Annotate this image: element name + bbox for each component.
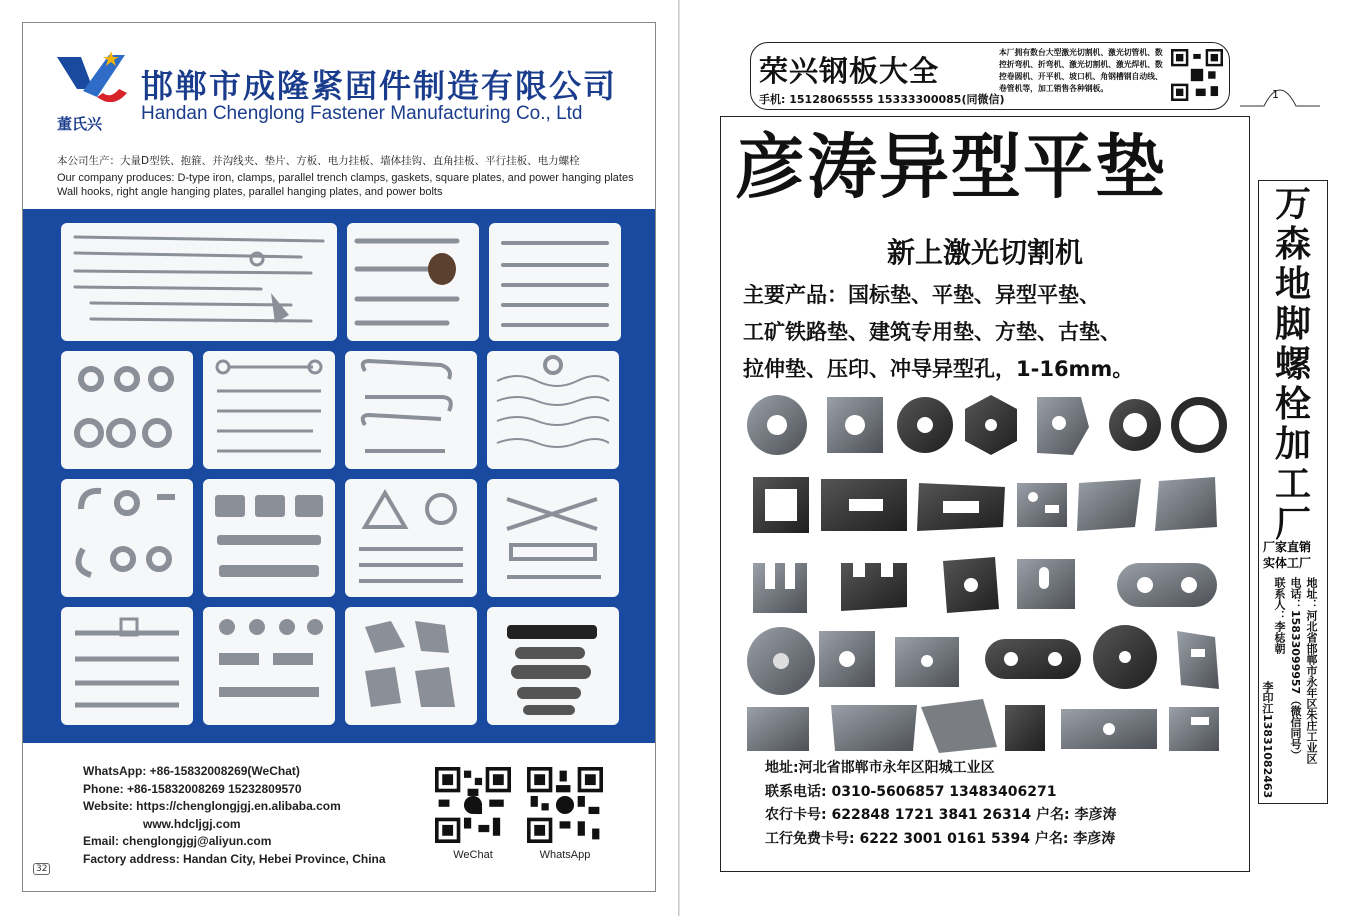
company-name-cn: 邯郸市成隆紧固件制造有限公司	[141, 67, 618, 105]
rongxing-title: 荣兴钢板大全	[759, 54, 940, 88]
product-photo-clamps	[203, 479, 335, 597]
product-photo-eye-bolts	[203, 351, 335, 469]
title-char: 工	[1274, 464, 1311, 505]
rongxing-phone: 手机: 15128065555 15333300085(同微信)	[759, 93, 1005, 106]
wechat-label: WeChat	[453, 849, 493, 861]
title-char: 地	[1274, 264, 1311, 305]
wechat-qr-icon	[435, 767, 511, 843]
product-photo-hooks	[345, 351, 477, 469]
title-char: 厂	[1274, 504, 1311, 545]
product-photo-insulator-pins	[347, 223, 479, 341]
email-line[interactable]: Email: chenglongjgj@aliyun.com	[83, 834, 272, 849]
product-photo-preformed-wire	[487, 351, 619, 469]
product-photo-bolts	[489, 223, 621, 341]
yantao-title: 彦涛异型平垫	[735, 126, 1167, 208]
right-page	[680, 0, 1360, 916]
title-char: 森	[1274, 224, 1311, 265]
products-line: 主要产品：国标垫、平垫、异型平垫、	[743, 283, 1100, 307]
yantao-info	[765, 757, 1117, 851]
phone-row: 联系电话: 0310-5606857 13483406271	[765, 783, 1057, 800]
washer-photos	[721, 387, 1249, 757]
products-line: 工矿铁路垫、建筑专用垫、方垫、古垫、	[743, 320, 1121, 344]
card-row-1: 农行卡号: 622848 1721 3841 26314 户名: 李彦涛	[765, 807, 1117, 823]
page-number-mark-icon	[1240, 88, 1320, 108]
product-photo-insulators	[487, 607, 619, 725]
rongxing-desc: 本厂拥有数台大型激光切割机、激光切管机、数控折弯机、折弯机、激光切割机、激光焊机、数控卷圆机、开平机、坡口机、角钢槽钢自动线、卷管机等，加工销售各种钢板。	[999, 48, 1163, 93]
wansen-address: 地址：河北省邯郸市永年区朱庄工业区	[1305, 577, 1318, 764]
product-photo-rods	[61, 223, 337, 341]
products-line: 拉伸垫、压印、冲导异型孔，1-16mm。	[743, 357, 1134, 381]
address-value: 河北省邯郸市永年区阳城工业区	[798, 760, 995, 776]
title-char: 万	[1274, 184, 1311, 225]
chenglong-ad	[22, 22, 656, 892]
address-label: 地址:	[765, 760, 799, 776]
product-photo-clevises	[61, 351, 193, 469]
title-char: 螺	[1274, 344, 1311, 385]
product-photo-crossarm-hardware	[487, 479, 619, 597]
title-char: 脚	[1274, 304, 1311, 345]
website-line-2[interactable]: www.hdcljgj.com	[143, 816, 241, 831]
wansen-phone: 电话：15833099957（微信同号）	[1289, 577, 1302, 761]
product-photo-panel	[23, 209, 655, 743]
yantao-subtitle: 新上激光切割机	[886, 236, 1083, 269]
phone-line: Phone: +86-15832008269 15232809570	[83, 781, 302, 796]
whatsapp-qr-icon	[527, 767, 603, 843]
address-row	[765, 757, 1117, 781]
wansen-contact-2: 李印江13831082463	[1261, 681, 1274, 799]
whatsapp-line: WhatsApp: +86-15832008269(WeChat)	[83, 764, 300, 778]
right-page-number: 1	[1272, 88, 1279, 101]
website-line[interactable]: Website: https://chenglongjgj.en.alibaba.com	[83, 799, 341, 814]
wansen-ad	[1258, 180, 1328, 804]
rongxing-ad	[750, 42, 1230, 110]
company-name-en: Handan Chenglong Fastener Manufacturing Co., Ltd	[141, 103, 583, 124]
address-line: Factory address: Handan City, Hebei Province, China	[83, 851, 386, 866]
tag-direct: 厂家直销	[1263, 540, 1312, 554]
left-page-number: 32	[33, 863, 50, 875]
wansen-tags	[1263, 539, 1311, 571]
wansen-contact: 联系人：李梽朝	[1273, 577, 1286, 654]
product-photo-tension-clamps	[345, 607, 477, 725]
product-photo-shackles	[61, 479, 193, 597]
yantao-ad	[720, 116, 1250, 872]
whatsapp-label: WhatsApp	[539, 849, 591, 861]
logo-caption: 董氏兴	[57, 115, 103, 133]
rongxing-qr-icon	[1171, 49, 1223, 101]
intro-en: Our company produces: D-type iron, clamps, parallel trench clamps, gaskets, square plates, and power hanging plates Wall hooks, right angle hanging plates, parallel hanging plates, and power bolts	[57, 172, 634, 198]
wansen-title	[1259, 185, 1327, 545]
title-char: 栓	[1274, 384, 1311, 425]
intro-cn: 本公司生产：大量D型铁、抱箍、并沟线夹、垫片、方板、电力挂板、墙体挂钩、直角挂板、平行挂板、电力螺栓	[57, 155, 580, 167]
card-row-2: 工行免费卡号: 6222 3001 0161 5394 户名: 李彦涛	[765, 830, 1116, 847]
product-photo-fittings	[203, 607, 335, 725]
product-photo-brackets	[345, 479, 477, 597]
company-logo-icon	[53, 49, 131, 109]
yantao-products	[743, 277, 1243, 388]
product-photo-strips	[61, 607, 193, 725]
tag-factory: 实体工厂	[1263, 556, 1312, 570]
contact-block	[83, 763, 386, 869]
title-char: 加	[1274, 424, 1311, 465]
